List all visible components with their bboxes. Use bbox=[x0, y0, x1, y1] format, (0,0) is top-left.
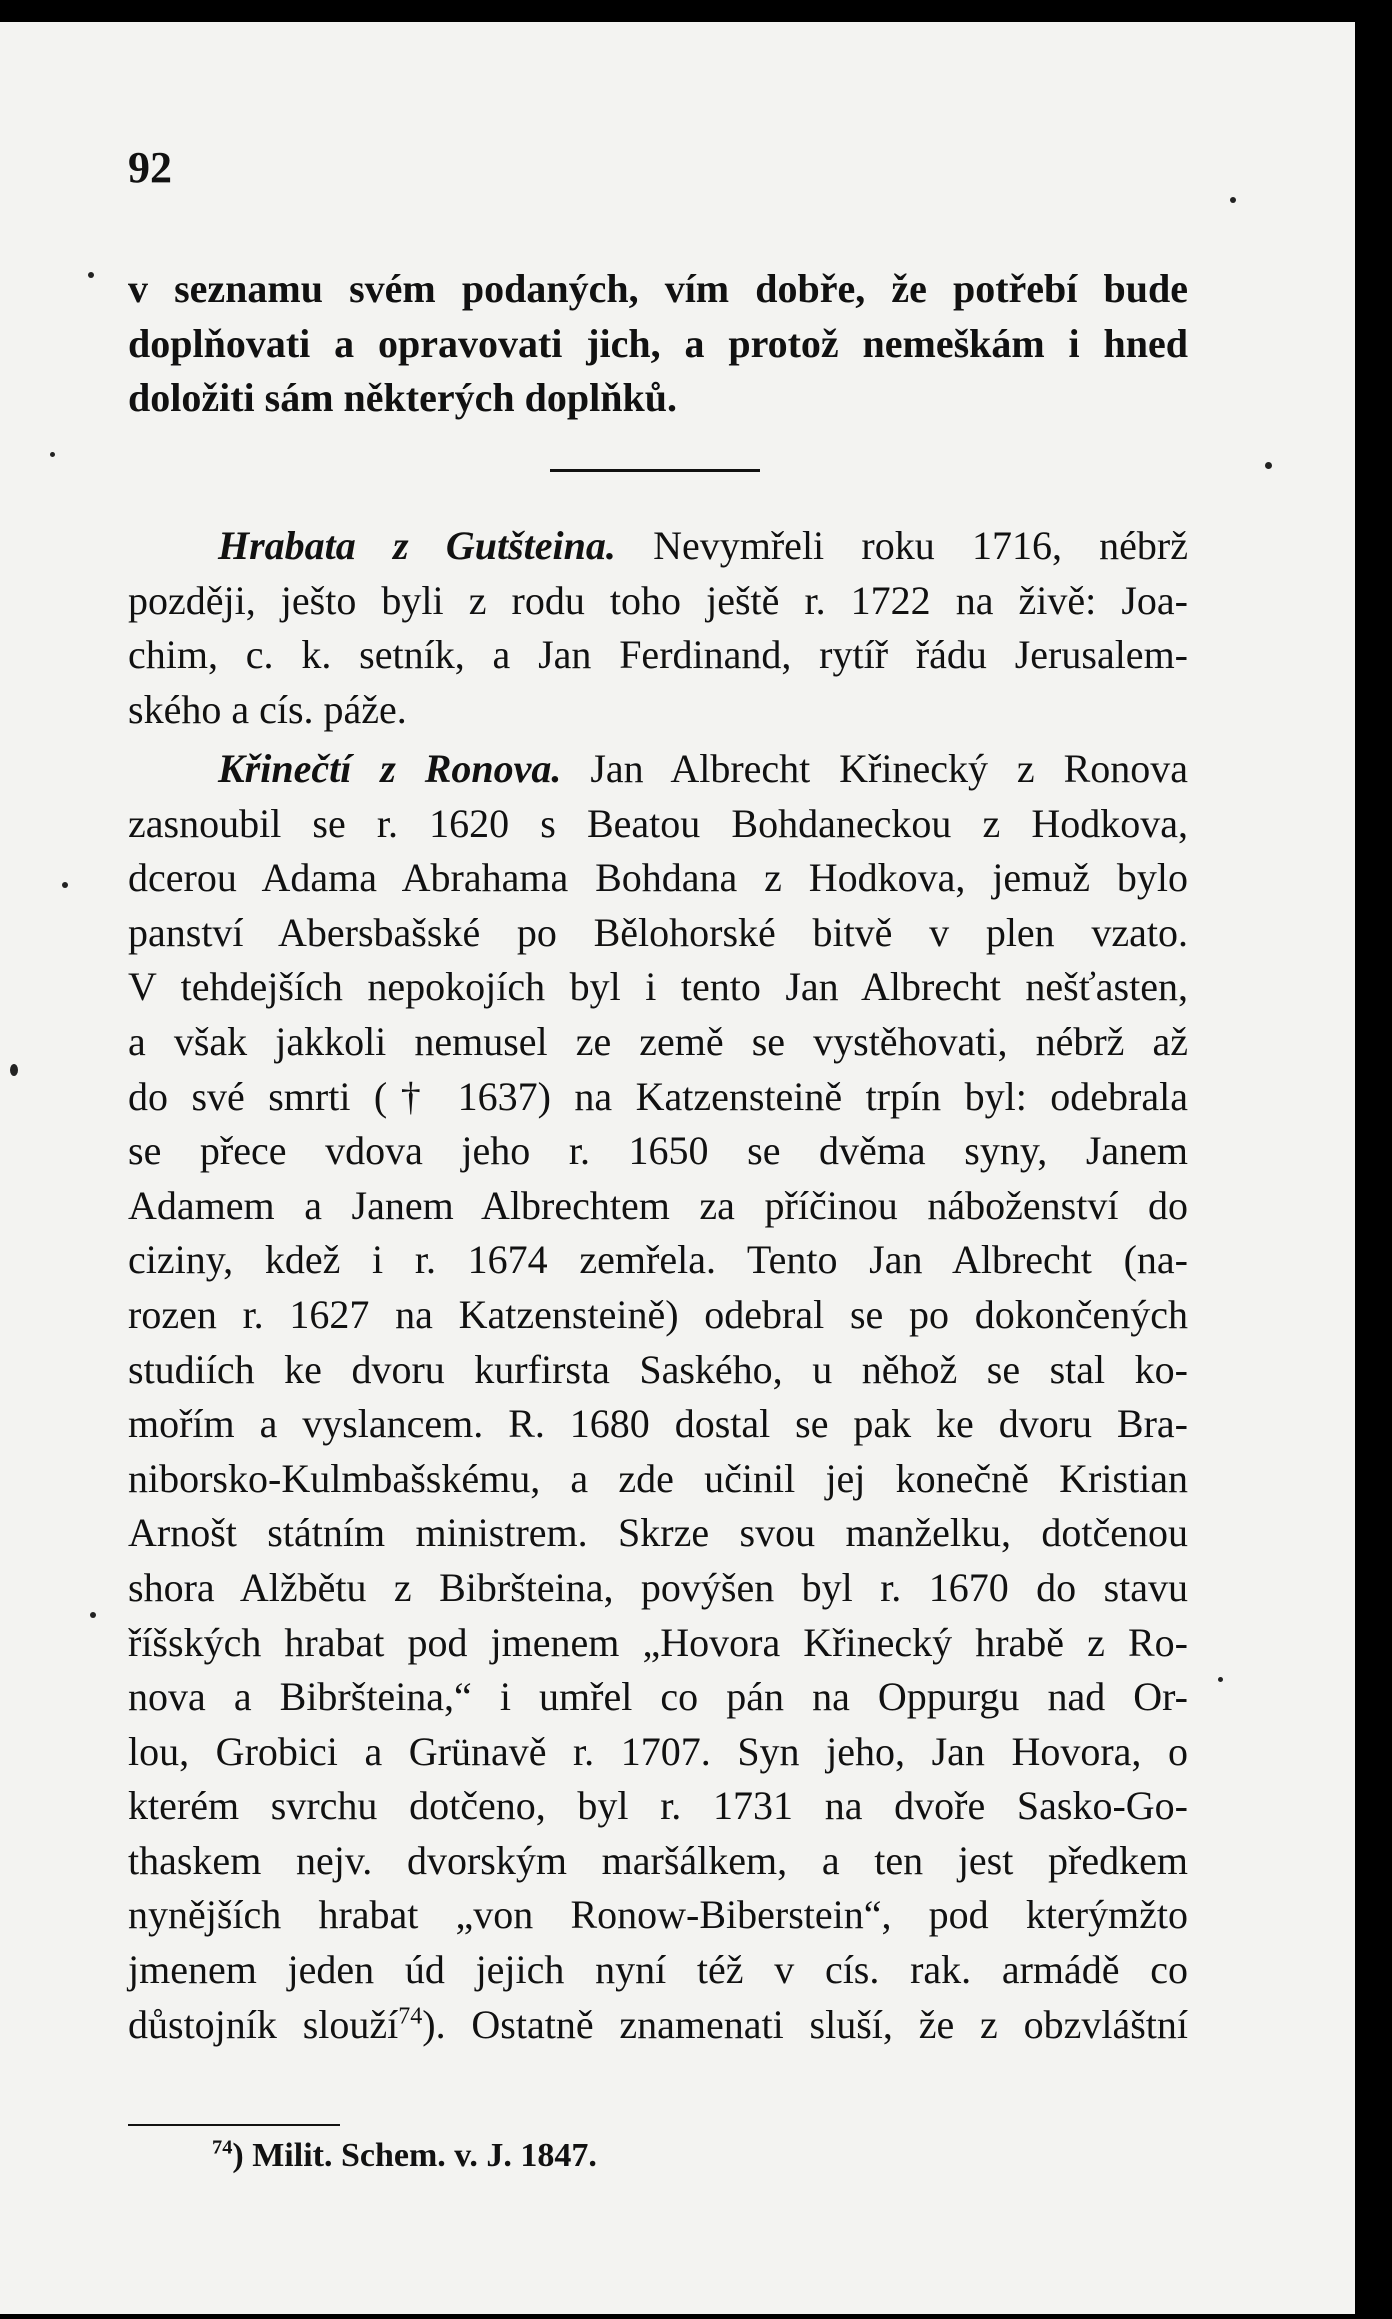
entry-first-line bbox=[128, 742, 1188, 797]
text-line: niborsko-Kulmbašskému, a zde učinil jej konečně Kristian bbox=[128, 1455, 1188, 1501]
text-fragment: ). Ostatně znamenati sluší, že z obzvláštní bbox=[422, 2001, 1188, 2047]
ink-speck bbox=[1230, 197, 1236, 203]
text-line: chim, c. k. setník, a Jan Ferdinand, rytíř řádu Jerusalem- bbox=[128, 632, 1188, 678]
ink-speck bbox=[62, 882, 68, 888]
text-line: doplňovati a opravovati jich, a protož nemeškám i hned bbox=[128, 320, 1188, 366]
text-line: ciziny, kdež i r. 1674 zemřela. Tento Jan Albrecht (na- bbox=[128, 1237, 1188, 1283]
entry-first-line bbox=[128, 519, 1188, 574]
ink-speck bbox=[1218, 1677, 1223, 1682]
text-line: se přece vdova jeho r. 1650 se dvěma syny, Janem bbox=[128, 1128, 1188, 1174]
ink-speck bbox=[90, 1612, 96, 1618]
text-line: mořím a vyslancem. R. 1680 dostal se pak ke dvoru Bra- bbox=[128, 1401, 1188, 1447]
text-line: lou, Grobici a Grünavě r. 1707. Syn jeho, Jan Hovora, o bbox=[128, 1728, 1188, 1774]
text-line: později, ješto byli z rodu toho ještě r. 1722 na živě: Joa- bbox=[128, 577, 1188, 623]
text-line: Arnošt státním ministrem. Skrze svou manželku, dotčenou bbox=[128, 1510, 1188, 1556]
intro-paragraph bbox=[128, 262, 1188, 426]
footnote-reference[interactable]: 74 bbox=[398, 2003, 423, 2030]
ink-speck bbox=[88, 272, 94, 278]
text-line: a však jakkoli nemusel ze země se vystěhovati, nébrž až bbox=[128, 1018, 1188, 1064]
text-line: V tehdejších nepokojích byl i tento Jan Albrecht nešťasten, bbox=[128, 964, 1188, 1010]
text-line: kterém svrchu dotčeno, byl r. 1731 na dvoře Sasko-Go- bbox=[128, 1783, 1188, 1829]
book-page bbox=[0, 22, 1355, 2314]
entry-heading: Hrabata z Gutšteina. bbox=[218, 523, 616, 568]
text-line: do své smrti († 1637) na Katzensteině trpín byl: odebrala bbox=[128, 1073, 1188, 1119]
page-number: 92 bbox=[128, 143, 172, 192]
text-line: shora Alžbětu z Bibršteina, povýšen byl r. 1670 do stavu bbox=[128, 1564, 1188, 1610]
text-line: dcerou Adama Abrahama Bohdana z Hodkova, jemuž bylo bbox=[128, 855, 1188, 901]
entry-first-line-text: Jan Albrecht Křinecký z Ronova bbox=[590, 746, 1188, 791]
entry-gutstein bbox=[128, 519, 1188, 737]
text-line-with-footnote-ref bbox=[128, 1998, 1188, 2053]
section-divider bbox=[550, 469, 760, 472]
text-line: zasnoubil se r. 1620 s Beatou Bohdaneckou z Hodkova, bbox=[128, 800, 1188, 846]
entry-heading: Křinečtí z Ronova. bbox=[218, 746, 562, 791]
text-line: thaskem nejv. dvorským maršálkem, a ten jest předkem bbox=[128, 1837, 1188, 1883]
ink-speck bbox=[50, 452, 55, 457]
text-line: rozen r. 1627 na Katzensteině) odebral se po dokončených bbox=[128, 1291, 1188, 1337]
text-fragment: důstojník slouží bbox=[128, 2001, 399, 2047]
text-line: jmenem jeden úd jejich nyní též v cís. rak. armádě co bbox=[128, 1947, 1188, 1993]
text-line: nynějších hrabat „von Ronow-Biberstein“, pod kterýmžto bbox=[128, 1892, 1188, 1938]
text-line: říšských hrabat pod jmenem „Hovora Křinecký hrabě z Ro- bbox=[128, 1619, 1188, 1665]
ink-speck bbox=[10, 1064, 18, 1076]
entry-krinecti bbox=[128, 742, 1188, 2052]
text-line: studiích ke dvoru kurfirsta Saského, u něhož se stal ko- bbox=[128, 1346, 1188, 1392]
footnote-divider bbox=[128, 2124, 340, 2126]
footnote-text: ) Milit. Schem. v. J. 1847. bbox=[232, 2137, 597, 2174]
footnote bbox=[212, 2137, 597, 2175]
text-line: panství Abersbašské po Bělohorské bitvě v plen vzato. bbox=[128, 909, 1188, 955]
entry-first-line-text: Nevymřeli roku 1716, nébrž bbox=[653, 523, 1189, 568]
text-line: Adamem a Janem Albrechtem za příčinou náboženství do bbox=[128, 1182, 1188, 1228]
text-line: doložiti sám některých doplňků. bbox=[128, 375, 677, 421]
text-line: ského a cís. páže. bbox=[128, 686, 407, 732]
footnote-marker: 74 bbox=[212, 2136, 233, 2159]
text-line: v seznamu svém podaných, vím dobře, že potřebí bude bbox=[128, 266, 1188, 311]
ink-speck bbox=[1265, 462, 1272, 469]
text-line: nova a Bibršteina,“ i umřel co pán na Oppurgu nad Or- bbox=[128, 1674, 1188, 1720]
